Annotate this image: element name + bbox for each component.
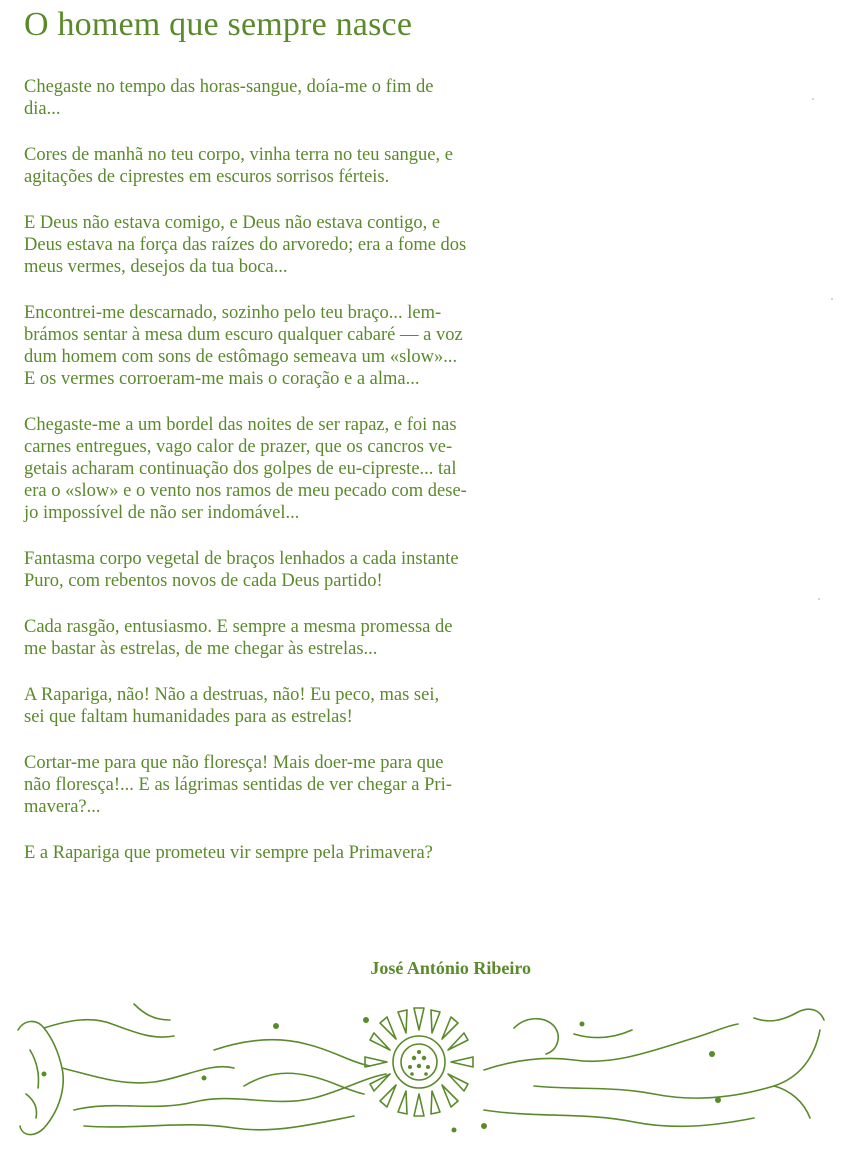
poem-stanza [24,616,536,660]
paper-speck [812,98,814,100]
poem-stanza [24,684,536,728]
figure-mid-left [214,1040,370,1066]
poem-line: E a Rapariga que prometeu vir sempre pela Primavera? [24,843,433,863]
poem-line: jo impossível de não ser indomável... [24,503,300,523]
poem-line: Deus estava na força das raízes do arvoredo; era a fome dos [24,235,467,255]
poem-line: brámos sentar à mesa dum escuro qualquer cabaré — a voz [24,325,463,345]
poem-body [24,76,536,888]
poem-line: getais acharam continuação dos golpes de eu-cipreste... tal [24,459,457,479]
figure-right-head [514,1019,558,1054]
poem-author: José António Ribeiro [370,958,531,978]
poem-line: Encontrei-me descarnado, sozinho pelo teu braço... lem- [24,303,442,323]
poem-line: Cores de manhã no teu corpo, vinha terra no teu sangue, e [24,145,453,165]
poem-line: sei que faltam humanidades para as estrelas! [24,707,353,727]
poem-stanza [24,414,536,524]
figure-left-leg [62,1067,234,1083]
poem-line: E Deus não estava comigo, e Deus não estava contigo, e [24,213,441,233]
sunflower-petals [365,1008,473,1116]
poem-line: não floresça!... E as lágrimas sentidas de ver chegar a Pri- [24,775,452,795]
paper-speck [818,598,820,600]
poem-line: Chegaste no tempo das horas-sangue, doía-me o fim de [24,77,434,97]
poem-stanza [24,548,536,592]
poem-line: me bastar às estrelas, de me chegar às estrelas... [24,639,378,659]
figure-left-outline [18,1021,63,1134]
poem-line: dia... [24,99,61,119]
poem-stanza [24,212,536,278]
poem-title: O homem que sempre nasce [24,6,413,43]
poem-stanza [24,842,536,864]
poem-line: agitações de ciprestes em escuros sorrisos férteis. [24,167,390,187]
poem-line: Chegaste-me a um bordel das noites de ser rapaz, e foi nas [24,415,457,435]
poem-stanza [24,302,536,390]
poem-line: carnes entregues, vago calor de prazer, que os cancros ve- [24,437,453,457]
figure-left-arm [44,1020,174,1037]
poem-stanza [24,144,536,188]
poem-line: A Rapariga, não! Não a destruas, não! Eu peco, mas sei, [24,685,440,705]
poem-line: Cortar-me para que não floresça! Mais doer-me para que [24,753,444,773]
poem-line: mavera?... [24,797,101,817]
vine-left-2 [84,1116,354,1130]
poem-line: era o «slow» e o vento nos ramos de meu pecado com dese- [24,481,467,501]
poem-line: E os vermes corroeram-me mais o coração e a alma... [24,369,420,389]
vine-left [74,1074,386,1110]
poem-line: Puro, com rebentos novos de cada Deus partido! [24,571,383,591]
sunflower-seeds [408,1050,430,1076]
figure-right-body [484,1024,738,1070]
paper-speck [831,298,833,300]
poem-line: meus vermes, desejos da tua boca... [24,257,288,277]
poem-line: dum homem com sons de estômago semeava um «slow»... [24,347,458,367]
decorative-border-illustration [14,990,828,1145]
figure-right-leg [534,1030,820,1098]
poem-stanza [24,76,536,120]
poem-line: Fantasma corpo vegetal de braços lenhados a cada instante [24,549,459,569]
poem-stanza [24,752,536,818]
poem-line: Cada rasgão, entusiasmo. E sempre a mesma promessa de [24,617,453,637]
